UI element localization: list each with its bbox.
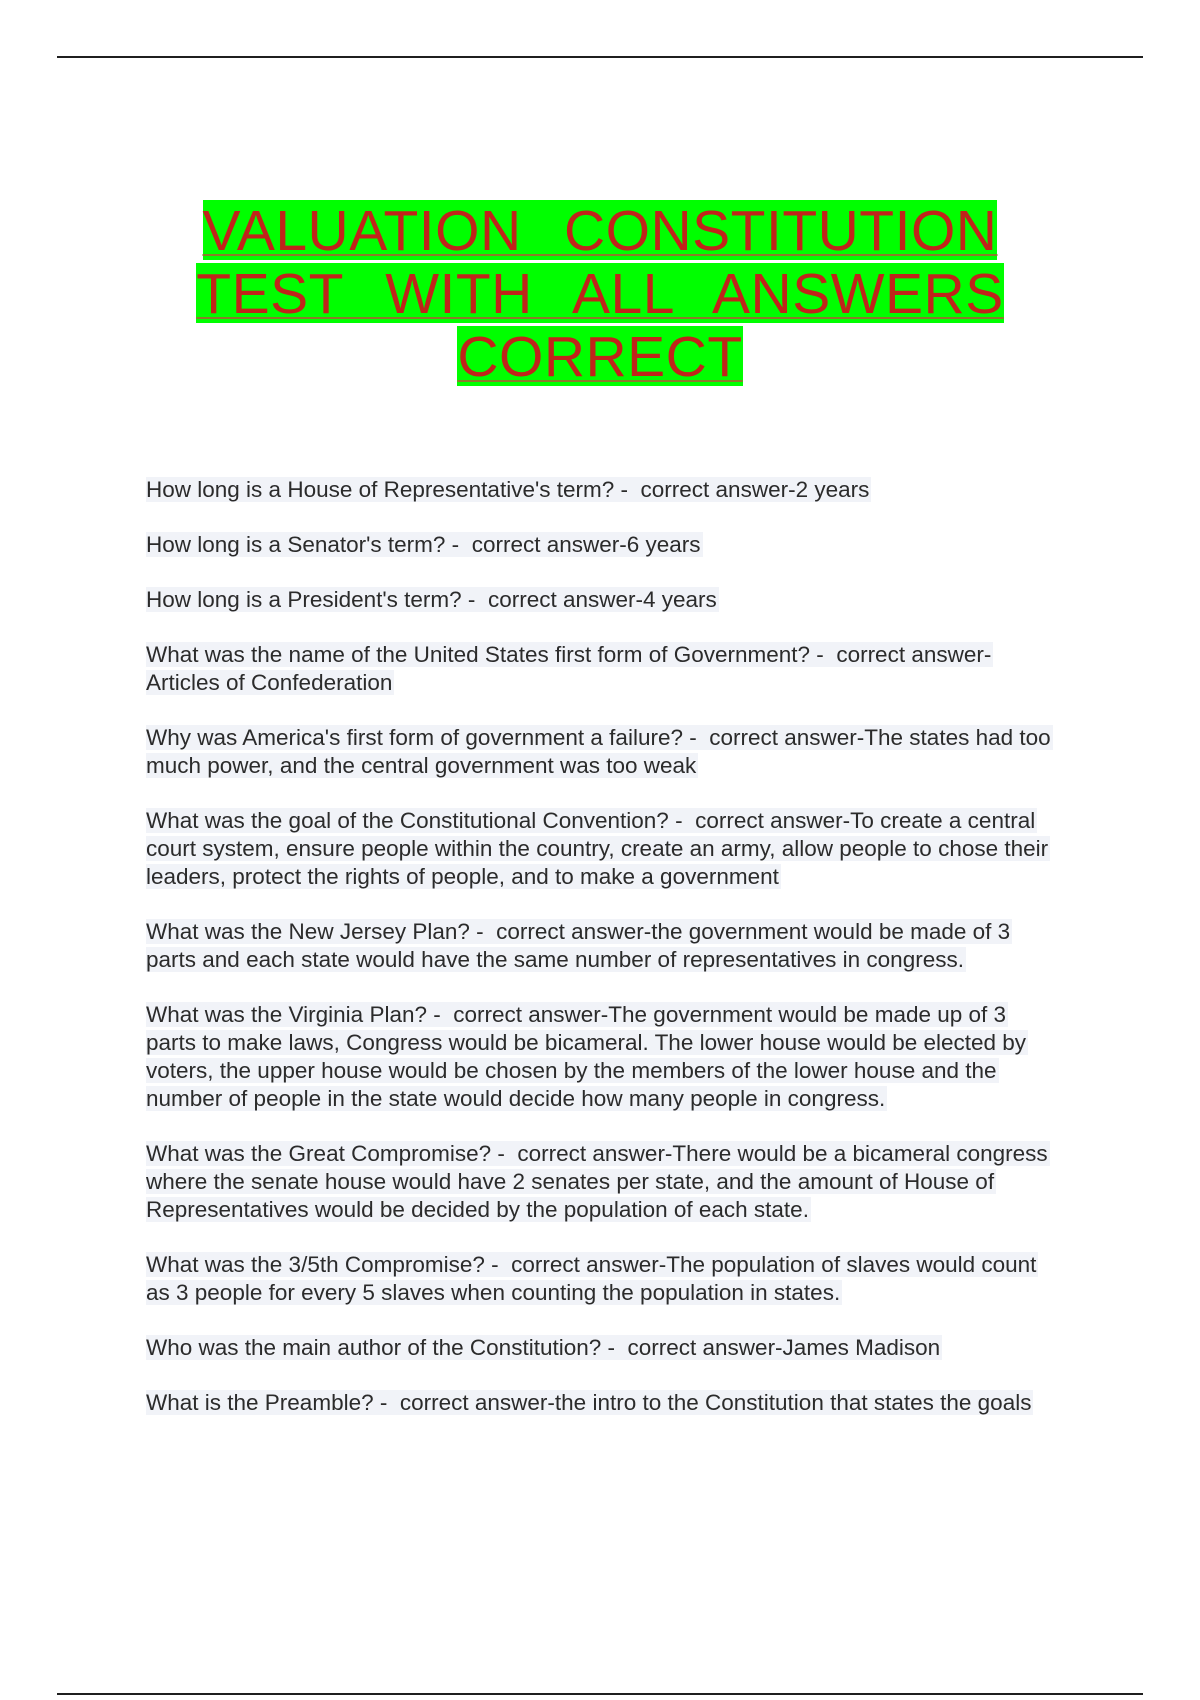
qa-list: [146, 476, 1061, 1444]
bottom-rule: [57, 1693, 1143, 1695]
qa-item: [146, 1334, 1061, 1362]
qa-item: [146, 586, 1061, 614]
question-text: Why was America's first form of government a failure? -: [146, 725, 697, 750]
title-line-text: CORRECT: [457, 325, 743, 389]
answer-text: correct answer-2 years: [640, 477, 870, 502]
answer-text: correct answer-The population of slaves would count as 3 people for every 5 slaves when counting the population in states.: [146, 1252, 1037, 1305]
answer-text: correct answer-To create a central court system, ensure people within the country, create an army, allow people to chose their leaders, protect the rights of people, and to make a government: [146, 808, 1049, 889]
title-line: [0, 326, 1200, 388]
answer-text: correct answer-4 years: [487, 587, 717, 612]
question-text: How long is a House of Representative's term? -: [146, 477, 629, 502]
question-text: How long is a Senator's term? -: [146, 532, 460, 557]
answer-text: correct answer-The government would be made up of 3 parts to make laws, Congress would be bicameral. The lower house would be elected by voters, the upper house would be chosen by the members of the lower house and the number of people in the state would decide how many people in congress.: [146, 1002, 1027, 1111]
answer-text: correct answer-There would be a bicameral congress where the senate house would have 2 senates per state, and the amount of House of Representatives would be decided by the population of each state.: [146, 1141, 1048, 1222]
document-title: [0, 200, 1200, 389]
answer-text: correct answer-6 years: [471, 532, 701, 557]
question-text: How long is a President's term? -: [146, 587, 476, 612]
title-line-text: VALUATION CONSTITUTION: [202, 199, 998, 263]
question-text: What is the Preamble? -: [146, 1390, 388, 1415]
qa-item: [146, 641, 1061, 697]
answer-text: correct answer-the intro to the Constitution that states the goals: [399, 1390, 1032, 1415]
answer-text: correct answer-the government would be made of 3 parts and each state would have the same number of representatives in congress.: [146, 919, 1011, 972]
qa-item: [146, 476, 1061, 504]
question-text: What was the Great Compromise? -: [146, 1141, 505, 1166]
question-text: Who was the main author of the Constitution? -: [146, 1335, 615, 1360]
question-text: What was the New Jersey Plan? -: [146, 919, 484, 944]
question-text: What was the goal of the Constitutional Convention? -: [146, 808, 683, 833]
qa-item: [146, 1251, 1061, 1307]
qa-item: [146, 918, 1061, 974]
title-line: [0, 263, 1200, 325]
top-rule: [57, 56, 1143, 58]
qa-item: [146, 1001, 1061, 1113]
qa-item: [146, 1140, 1061, 1224]
answer-text: correct answer-The states had too much power, and the central government was too weak: [146, 725, 1051, 778]
qa-item: [146, 724, 1061, 780]
title-line: [0, 200, 1200, 262]
answer-text: correct answer-Articles of Confederation: [146, 642, 992, 695]
qa-item: [146, 531, 1061, 559]
question-text: What was the Virginia Plan? -: [146, 1002, 441, 1027]
answer-text: correct answer-James Madison: [627, 1335, 941, 1360]
qa-item: [146, 807, 1061, 891]
qa-item: [146, 1389, 1061, 1417]
question-text: What was the name of the United States first form of Government? -: [146, 642, 824, 667]
title-line-text: TEST WITH ALL ANSWERS: [196, 262, 1004, 326]
question-text: What was the 3/5th Compromise? -: [146, 1252, 499, 1277]
